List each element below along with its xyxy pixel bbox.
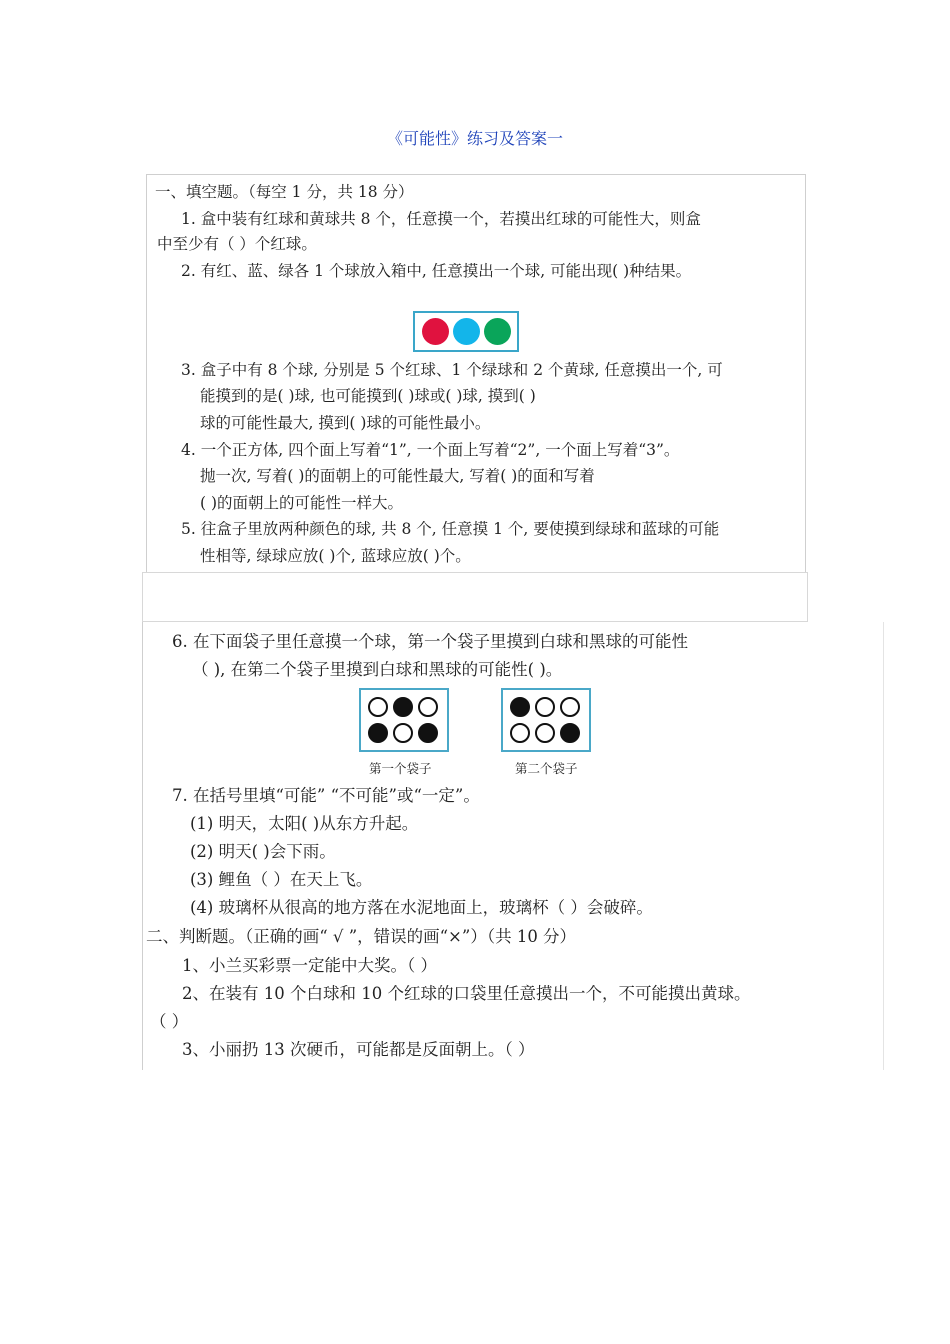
bag-2-figure: [501, 688, 591, 752]
question-4-line1: 4. 一个正方体, 四个面上写着“1”, 一个面上写着“2”, 一个面上写着“3”。: [181, 441, 680, 459]
question-1-line2: 中至少有（ ）个红球。: [157, 235, 317, 253]
question-3-line3: 球的可能性最大, 摸到( )球的可能性最小。: [200, 414, 491, 432]
black-ball: [510, 697, 530, 717]
question-6-line1: 6. 在下面袋子里任意摸一个球，第一个袋子里摸到白球和黑球的可能性: [172, 632, 688, 651]
white-ball: [368, 697, 388, 717]
question-1-line1: 1. 盒中装有红球和黄球共 8 个，任意摸一个，若摸出红球的可能性大，则盒: [181, 210, 701, 228]
red-ball: [422, 318, 449, 345]
question-3-line1: 3. 盒子中有 8 个球, 分别是 5 个红球、1 个绿球和 2 个黄球, 任意摸出一个, 可: [181, 361, 723, 379]
bag-2-label: 第二个袋子: [515, 761, 578, 776]
question-6-line2: （ ), 在第二个袋子里摸到白球和黑球的可能性( )。: [192, 660, 563, 679]
white-ball: [510, 723, 530, 743]
white-ball: [560, 697, 580, 717]
question-7-item-3: (3) 鲤鱼（ ）在天上飞。: [190, 870, 373, 889]
judge-1: 1、小兰买彩票一定能中大奖。（ ）: [182, 956, 437, 975]
question-7-item-4: (4) 玻璃杯从很高的地方落在水泥地面上，玻璃杯（ ）会破碎。: [190, 898, 653, 917]
white-ball: [393, 723, 413, 743]
question-3-line2: 能摸到的是( )球, 也可能摸到( )球或( )球, 摸到( ): [200, 387, 536, 405]
section2-heading: 二、判断题。（正确的画“ √ ”，错误的画“×”）（共 10 分）: [146, 927, 577, 946]
question-4-line2: 抛一次, 写着( )的面朝上的可能性最大, 写着( )的面和写着: [200, 467, 595, 485]
judge-2-line1: 2、在装有 10 个白球和 10 个红球的口袋里任意摸出一个，不可能摸出黄球。: [182, 984, 751, 1003]
black-ball: [418, 723, 438, 743]
question-4-line3: ( )的面朝上的可能性一样大。: [200, 494, 404, 512]
three-balls-figure: [413, 311, 519, 352]
question-7-item-2: (2) 明天( )会下雨。: [190, 842, 336, 861]
bag-1-figure: [359, 688, 449, 752]
black-ball: [560, 723, 580, 743]
blank-strip: [142, 572, 808, 622]
question-5-line2: 性相等, 绿球应放( )个, 蓝球应放( )个。: [200, 547, 471, 565]
black-ball: [393, 697, 413, 717]
black-ball: [368, 723, 388, 743]
blue-ball: [453, 318, 480, 345]
question-7-item-1: (1) 明天，太阳( )从东方升起。: [190, 814, 419, 833]
question-5-line1: 5. 往盒子里放两种颜色的球, 共 8 个, 任意摸 1 个, 要使摸到绿球和蓝球的可能: [181, 520, 720, 538]
green-ball: [484, 318, 511, 345]
question-7: 7. 在括号里填“可能” “不可能”或“一定”。: [172, 786, 480, 805]
bag-1-label: 第一个袋子: [369, 761, 432, 776]
judge-3: 3、小丽扔 13 次硬币，可能都是反面朝上。（ ）: [182, 1040, 535, 1059]
white-ball: [535, 697, 555, 717]
section1-heading: 一、填空题。（每空 1 分，共 18 分）: [155, 183, 414, 201]
page-title: 《可能性》练习及答案一: [386, 129, 563, 148]
white-ball: [418, 697, 438, 717]
question-2: 2. 有红、蓝、绿各 1 个球放入箱中, 任意摸出一个球, 可能出现( )种结果。: [181, 262, 692, 280]
white-ball: [535, 723, 555, 743]
judge-2-line2: （ ）: [150, 1012, 189, 1031]
